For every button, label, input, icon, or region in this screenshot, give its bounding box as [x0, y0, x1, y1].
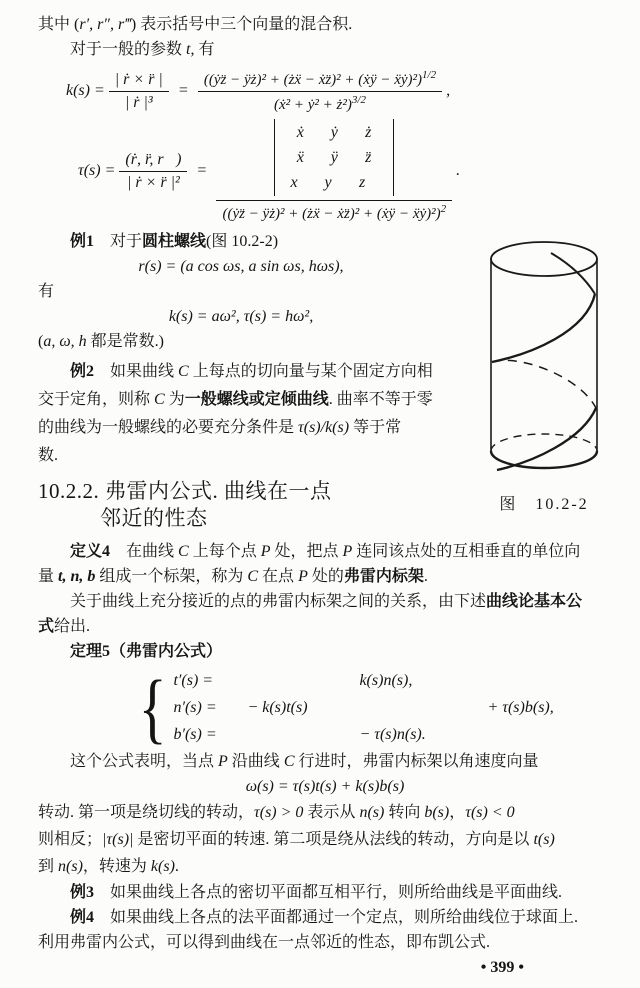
relation-line: 关于曲线上充分接近的点的弗雷内标架之间的关系，由下述曲线论基本公	[70, 593, 583, 610]
definition-4-line: 量 t, n, b 组成一个标架，称为 C 在点 P 处的弗雷内标架.	[38, 568, 428, 585]
rotation-line: 到 n(s)，转速为 k(s).	[38, 858, 179, 875]
frenet-formulas: { t′(s) = k(s)n(s), n′(s) = − k(s)t(s) + τ(s)b(s), b′(s) = − τ(s)n(s).	[138, 663, 554, 751]
definition-4-block	[38, 539, 612, 589]
rotation-line: 则相反；|τ(s)| 是密切平面的转速. 第二项是绕从法线的转动，方向是以 t(s)	[38, 831, 555, 848]
trailing-comma: ,	[446, 82, 451, 99]
example-2-line: 例2 如果曲线 C 上每点的切向量与某个固定方向相	[70, 363, 433, 380]
exponent: 1/2	[422, 69, 437, 81]
section-heading-line-2: 邻近的性态	[100, 506, 208, 530]
example-2-line: 交于定角，则称 C 为一般螺线或定倾曲线. 曲率不等于零	[38, 391, 433, 408]
frame-relation-paragraph	[38, 589, 612, 639]
page-number: • 399 •	[480, 959, 524, 976]
example-2-line: 的曲线为一般螺线的必要充分条件是 τ(s)/k(s) 等于常	[38, 419, 402, 436]
example-3-line: 例3 如果曲线上各点的密切平面都互相平行，则所给曲线是平面曲线.	[70, 884, 563, 901]
trailing-period: .	[456, 161, 461, 179]
section-heading-line-1: 10.2.2. 弗雷内公式. 曲线在一点	[38, 479, 332, 503]
equals-sign: =	[178, 82, 188, 99]
relation-line: 式给出.	[38, 618, 91, 635]
torsion-frac1: $\frac{\text{(ṙ, r̈, r⃛)}}{\text{| ṙ × r̈ |²}}$	[119, 150, 187, 192]
curvature-lhs: k(s) =	[66, 82, 105, 99]
example-1-kt-values: k(s) = aω², τ(s) = hω²,	[168, 308, 314, 325]
exponent: 2	[440, 203, 447, 215]
frenet-row-lhs: n′(s) =	[173, 699, 217, 716]
example-1-then: 有	[38, 283, 55, 300]
torsion-frac2: ẋ ẏ ż ẍ ÿ z̈ x⃛ y⃛ z⃛ ((ẏz̈ − ÿż)² + (żẍ − ẋz̈)² + (ẋÿ − ẍẏ)²)$^2$	[216, 118, 452, 223]
left-brace: {	[138, 663, 167, 751]
curvature-frac2: $\frac{((ẏz̈ - ÿż)^2 + (żẍ - ẋz̈)^2 + (ẋÿ - ẍẏ)^2)^{1/2}}{(ẋ^2 + ẏ^2 + ż^2)^{3/2}}$	[198, 68, 442, 114]
determinant-3x3: ẋ ẏ ż ẍ ÿ z̈ x⃛ y⃛ z⃛	[274, 119, 394, 196]
curvature-formula	[66, 68, 612, 114]
cylinder-helix-drawing	[459, 228, 629, 482]
example-4-line: 例4 如果曲线上各点的法平面都通过一个定点，则所给曲线位于球面上.	[70, 909, 579, 926]
omega-intro-line: 这个公式表明，当点 P 沿曲线 C 行进时，弗雷内标架以角速度向量	[70, 753, 539, 770]
figure-10-2-2	[458, 228, 630, 514]
torsion-formula	[78, 118, 612, 223]
intro-line-2: 对于一般的参数 t, 有	[70, 41, 215, 58]
figure-caption: 图 10.2-2	[499, 496, 589, 513]
torsion-lhs: τ(s) =	[78, 161, 116, 179]
theorem-5-title: 定理5（弗雷内公式）	[70, 643, 223, 660]
example-1-block	[38, 229, 444, 354]
exponent: 3/2	[351, 94, 366, 106]
example-1-title: 例1 对于圆柱螺线(图 10.2-2)	[70, 233, 279, 250]
equals-sign: =	[197, 161, 207, 179]
example-1-constants-note: (a, ω, h 都是常数.)	[38, 333, 164, 350]
closing-line: 利用弗雷内公式，可以得到曲线在一点邻近的性态，即布凯公式.	[38, 934, 491, 951]
intro-line-1: 其中 (r′, r″, r‴) 表示括号中三个向量的混合积.	[38, 16, 353, 33]
frenet-row-lhs: b′(s) =	[173, 726, 217, 743]
example-2-line: 数.	[38, 447, 59, 464]
rotation-line: 转动. 第一项是绕切线的转动，τ(s) > 0 表示从 n(s) 转向 b(s)，τ(s) < 0	[38, 804, 515, 821]
curvature-frac1: $\frac{\text{| ṙ × r̈ |}}{\text{| ṙ |³}}$	[109, 70, 169, 112]
angular-velocity-formula: ω(s) = τ(s)t(s) + k(s)b(s)	[245, 778, 405, 795]
frenet-row-lhs: t′(s) =	[173, 672, 214, 689]
section-heading	[38, 478, 444, 532]
example-1-helix-equation: r(s) = (a cos ωs, a sin ωs, hωs),	[138, 258, 344, 275]
example-2-block	[38, 358, 444, 470]
definition-4-line: 定义4 在曲线 C 上每个点 P 处，把点 P 连同该点处的互相垂直的单位向	[70, 543, 581, 560]
